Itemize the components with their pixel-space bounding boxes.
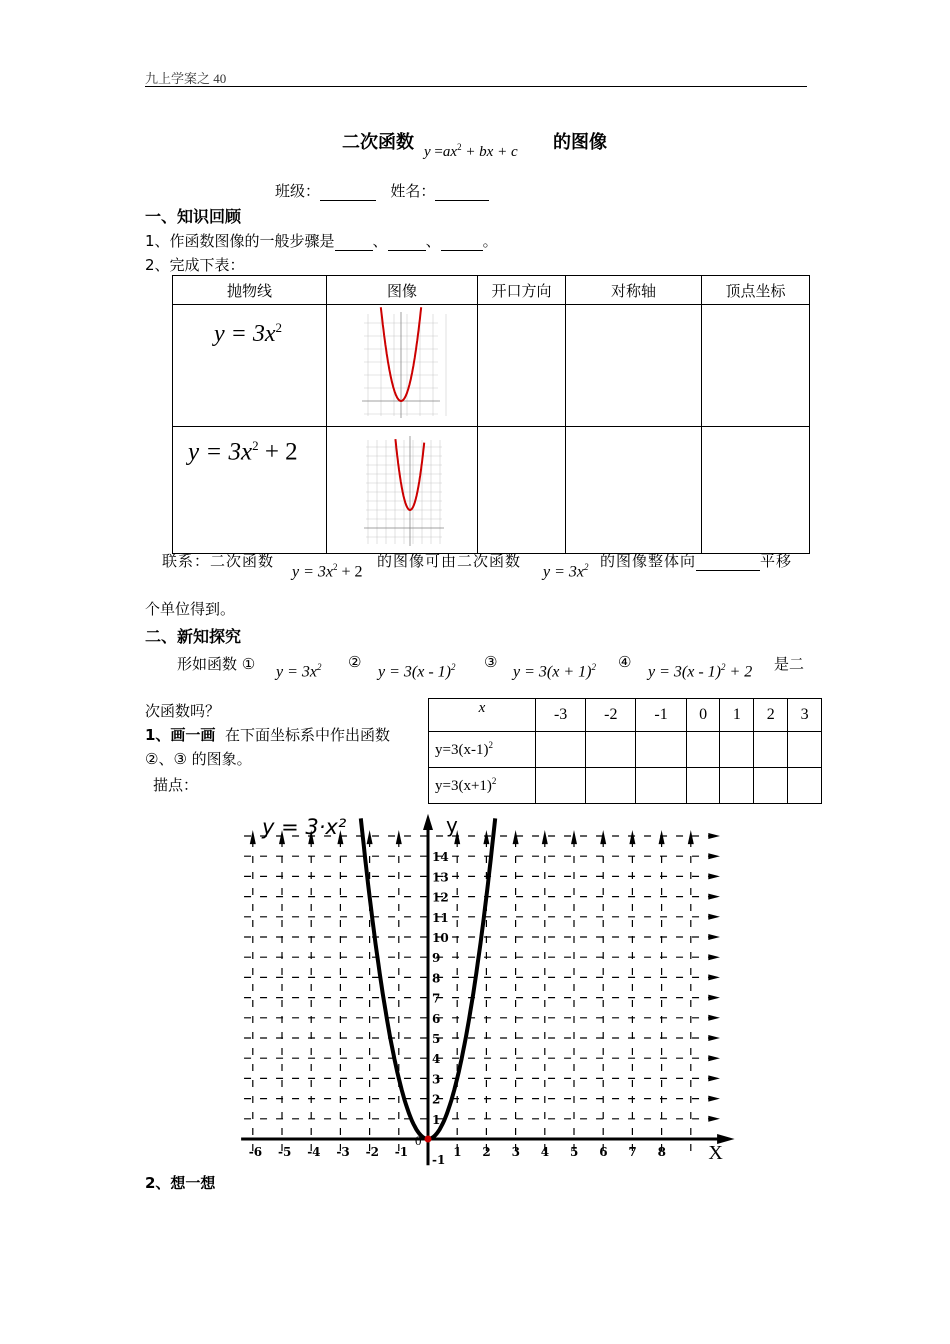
value-table: [428, 698, 822, 804]
th-vertex: 顶点坐标: [702, 276, 810, 305]
y-tick-label: 5: [432, 1032, 441, 1046]
x-tick-label: 8: [657, 1145, 666, 1159]
x-tick-label: -6: [248, 1145, 263, 1159]
y-tick-label: -1: [432, 1153, 446, 1168]
grid-v-arrow: [688, 830, 694, 844]
header-rule: [145, 86, 807, 87]
func-3: $y = 3(x + 1)^2$: [513, 662, 596, 681]
grid-v-arrow: [600, 830, 606, 844]
grid-v-arrow: [483, 830, 489, 844]
grid-h-arrow: [708, 1055, 720, 1061]
q1-line: 1、作函数图像的一般步骤是 、 、 。: [145, 232, 498, 250]
grid-v-arrow: [367, 830, 373, 844]
y-cell[interactable]: [788, 732, 822, 768]
x-tick-label: -4: [307, 1145, 321, 1159]
mini-graph-1: [328, 306, 476, 421]
x-tick-label: -5: [278, 1145, 292, 1159]
y-tick-label: 1: [432, 1112, 441, 1127]
y-axis-label: y: [446, 813, 458, 837]
formula-cell: $y = 3x^2 + 2$: [173, 427, 327, 554]
grid-h-arrow: [708, 1075, 720, 1081]
y-cell[interactable]: [536, 768, 586, 804]
grid-h-arrow: [708, 1015, 720, 1021]
vertex-cell-2[interactable]: [702, 427, 810, 554]
grid-h-arrow: [708, 1116, 720, 1122]
think-heading: 2、想一想: [145, 1174, 216, 1192]
intro-text: 形如函数 ①: [177, 655, 256, 673]
grid-v-arrow: [396, 830, 402, 844]
x-value: 0: [686, 699, 720, 732]
graph-cell: [327, 427, 478, 554]
link-p2: 的图像可由二次函数: [377, 552, 522, 570]
section2-heading: 二、新知探究: [145, 627, 242, 646]
review-table: [172, 275, 810, 554]
y-tick-label: 2: [432, 1092, 441, 1107]
table-row: [429, 768, 822, 804]
marker-2: ②: [348, 653, 362, 671]
title-prefix: 二次函数: [342, 132, 414, 153]
y-axis-arrow: [423, 814, 433, 830]
grid-h-arrow: [708, 873, 720, 879]
y-tick-label: 7: [432, 991, 441, 1006]
chart-title: y = 3·x²: [262, 815, 347, 839]
x-axis-label: X: [708, 1142, 723, 1164]
x-value: 1: [720, 699, 754, 732]
y-tick-label: 12: [432, 890, 449, 905]
table-row: [173, 427, 810, 554]
grid-h-arrow: [708, 1035, 720, 1041]
link-formula-2: $y = 3x^2$: [543, 562, 589, 581]
row-label: $y=3(x+1)^2$: [429, 768, 536, 804]
y-cell[interactable]: [754, 732, 788, 768]
y-cell[interactable]: [720, 768, 754, 804]
y-tick-label: 13: [432, 870, 449, 885]
y-tick-label: 8: [432, 971, 441, 986]
y-tick-label: 10: [432, 931, 449, 945]
opening-cell-2[interactable]: [478, 427, 566, 554]
th-graph: 图像: [327, 276, 478, 305]
x-value: -3: [536, 699, 586, 732]
axis-cell-2[interactable]: [566, 427, 702, 554]
origin-label: 0: [415, 1133, 422, 1148]
grid-v-arrow: [250, 830, 256, 844]
x-value: 3: [788, 699, 822, 732]
grid-h-arrow: [708, 934, 720, 940]
y-cell[interactable]: [636, 768, 686, 804]
func-tail: 是二: [774, 655, 805, 673]
question-line2: 次函数吗？: [145, 702, 221, 720]
y-tick-label: 9: [432, 951, 441, 966]
x-value: 2: [754, 699, 788, 732]
link-p1: 联系：二次函数: [162, 552, 275, 570]
x-tick-label: 3: [511, 1145, 520, 1159]
y-cell[interactable]: [788, 768, 822, 804]
title-suffix: 的图像: [553, 132, 607, 153]
grid-h-arrow: [708, 974, 720, 980]
grid-h-arrow: [708, 833, 720, 839]
func-4: y = 3(x - 1)$^2$ + 2: [648, 662, 753, 681]
marker-4: ④: [618, 653, 632, 671]
table-row: [173, 305, 810, 427]
grid-h-arrow: [708, 914, 720, 920]
link-formula-1: $y = 3x^2 + 2$: [292, 562, 363, 581]
x-tick-label: 1: [453, 1145, 462, 1159]
section1-heading: 一、知识回顾: [145, 207, 242, 226]
y-tick-label: 3: [432, 1072, 441, 1087]
chart-grid: [244, 830, 720, 1157]
x-tick-label: 6: [599, 1145, 608, 1159]
row-label: $y=3(x-1)^2$: [429, 732, 536, 768]
mini-graph-2: [328, 428, 476, 548]
draw-line: 1、画一画 在下面坐标系中作出函数: [145, 726, 390, 744]
graph-cell: [327, 305, 478, 427]
y-cell[interactable]: [754, 768, 788, 804]
chart-tick-labels: [249, 850, 666, 1167]
plot-label: 描点：: [153, 776, 199, 794]
th-parabola: 抛物线: [173, 276, 327, 305]
x-tick-label: -2: [365, 1145, 379, 1159]
grid-h-arrow: [708, 995, 720, 1001]
y-tick-label: 6: [432, 1011, 441, 1026]
chart-axes: [241, 814, 734, 1168]
link-p3: 的图像整体向 平移: [600, 552, 793, 570]
q2-line: 2、完成下表：: [145, 256, 245, 274]
draw-line2: ②、③ 的图象。: [145, 750, 252, 768]
x-tick-label: 7: [628, 1145, 637, 1159]
th-axis: 对称轴: [566, 276, 702, 305]
vertex-cell-1[interactable]: [702, 305, 810, 427]
formula-cell: $y = 3x^2$: [173, 305, 327, 427]
grid-v-arrow: [571, 830, 577, 844]
x-tick-label: -1: [394, 1145, 409, 1159]
grid-h-arrow: [708, 954, 720, 960]
x-tick-label: 4: [540, 1145, 550, 1159]
opening-cell-1[interactable]: [478, 305, 566, 427]
func-1: $y = 3x^2$: [276, 662, 322, 681]
x-header: x: [429, 699, 536, 732]
vertex-point: [425, 1136, 432, 1143]
y-cell[interactable]: [686, 768, 720, 804]
y-cell[interactable]: [636, 732, 686, 768]
class-name-line: 班级： 姓名：: [275, 180, 489, 201]
link-p5: 个单位得到。: [145, 600, 236, 618]
y-cell[interactable]: [586, 732, 636, 768]
y-cell[interactable]: [686, 732, 720, 768]
marker-3: ③: [484, 653, 498, 671]
x-tick-label: 5: [570, 1145, 579, 1159]
x-tick-label: -3: [336, 1145, 350, 1159]
grid-h-arrow: [708, 853, 720, 859]
table-row: [429, 732, 822, 768]
page-header: 九上学案之 40: [145, 71, 227, 86]
x-tick-label: 2: [482, 1145, 491, 1159]
grid-v-arrow: [659, 830, 665, 844]
grid-v-arrow: [513, 830, 519, 844]
x-value: -2: [586, 699, 636, 732]
table-row: [429, 699, 822, 732]
x-value: -1: [636, 699, 686, 732]
axis-cell-1[interactable]: [566, 305, 702, 427]
y-tick-label: 11: [432, 910, 449, 925]
title-formula: $y =ax^2$ + bx + c: [424, 142, 518, 160]
grid-h-arrow: [708, 1096, 720, 1102]
y-cell[interactable]: [720, 732, 754, 768]
func-2: y = 3(x - 1)$^2$: [378, 662, 456, 681]
grid-v-arrow: [542, 830, 548, 844]
coordinate-chart: [230, 810, 750, 1175]
grid-h-arrow: [708, 894, 720, 900]
y-cell[interactable]: [536, 732, 586, 768]
grid-v-arrow: [629, 830, 635, 844]
y-cell[interactable]: [586, 768, 636, 804]
y-tick-label: 14: [432, 850, 449, 865]
y-tick-label: 4: [432, 1052, 441, 1067]
th-opening: 开口方向: [478, 276, 566, 305]
